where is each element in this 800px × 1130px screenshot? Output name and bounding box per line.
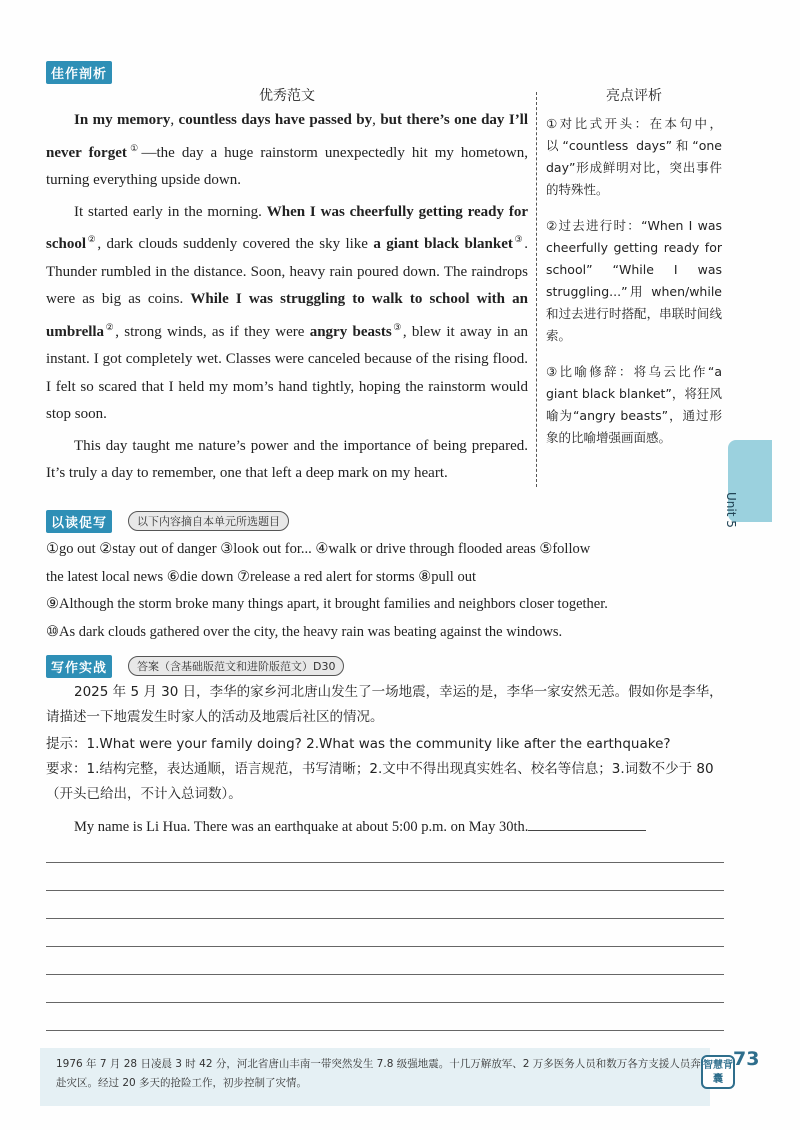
- read-to-write-note: 以下内容摘自本单元所选题目: [128, 511, 289, 531]
- phrase-line-2: the latest local news ⑥die down ⑦release a red alert for storms ⑧pull out: [46, 568, 476, 585]
- section-tag-read-to-write: 以读促写: [46, 510, 112, 533]
- comment-1: ①对比式开头：在本句中，以“countless days”和“one day”形成鲜明对比，突出事件的特殊性。: [546, 116, 722, 197]
- phrase-list: [46, 536, 726, 646]
- essay-paragraph-3: This day taught me nature’s power and the importance of being prepared. It’s truly a day to remember, one that left a deep mark on my heart.: [46, 437, 528, 481]
- wisdom-badge: 智慧背囊: [701, 1055, 735, 1089]
- answer-line-1[interactable]: [46, 862, 724, 863]
- footer-text: 1976 年 7 月 28 日凌晨 3 时 42 分，河北省唐山丰南一带突然发生 7.8 级强地震。十几万解放军、2 万多医务人员和数万各方支援人员奔赴灾区。经过 20 多天的抢险工作，初步控制了灾情。: [56, 1058, 701, 1089]
- comment-3: ③比喻修辞：将乌云比作“a giant black blanket”，将狂风喻为“angry beasts”，通过形象的比喻增强画面感。: [546, 364, 722, 445]
- writing-hint: 提示：1.What were your family doing? 2.What was the community like after the earthquake?: [46, 736, 671, 752]
- writing-task: [46, 680, 736, 840]
- answer-line-2[interactable]: [46, 890, 724, 891]
- answer-line-4[interactable]: [46, 946, 724, 947]
- practice-answer-note: 答案（含基础版范文和进阶版范文）D30: [128, 656, 344, 676]
- phrase-line-4: ⑩As dark clouds gathered over the city, the heavy rain was beating against the windows.: [46, 623, 563, 640]
- essay-body: [46, 107, 528, 488]
- phrase-line-3: ⑨Although the storm broke many things apart, it brought families and neighbors closer together.: [46, 596, 608, 612]
- writing-prompt: 2025 年 5 月 30 日，李华的家乡河北唐山发生了一场地震，幸运的是，李华一家安然无恙。假如你是李华，请描述一下地震发生时家人的活动及地震后社区的情况。: [46, 684, 723, 725]
- essay-paragraph-2: It started early in the morning. When I was cheerfully getting ready for school②, dark clouds suddenly covered the sky like a giant black blanket③. Thunder rumbled in the distance. Soon, heavy rain poured down. The raindrops were as big as coins. While I was struggling to walk to school with an umbrella②, strong winds, as if they were angry beasts③, blew it away in an instant. I got completely wet. Classes were canceled because of the rising flood. I felt so scared that I held my mom’s hand tightly, hoping the rainstorm would stop soon.: [46, 203, 529, 422]
- model-essay: [46, 85, 528, 488]
- section-tag-analysis: 佳作剖析: [46, 61, 112, 84]
- section-tag-practice: 写作实战: [46, 655, 112, 678]
- answer-line-7[interactable]: [46, 1030, 724, 1031]
- answer-line-5[interactable]: [46, 974, 724, 975]
- column-divider: [536, 92, 537, 487]
- highlight-comments: [546, 85, 722, 463]
- answer-line-3[interactable]: [46, 918, 724, 919]
- answer-blank[interactable]: [528, 816, 646, 831]
- page-number: 73: [733, 1048, 760, 1070]
- writing-opening-line: My name is Li Hua. There was an earthquake at about 5:00 p.m. on May 30th.: [46, 815, 736, 840]
- comment-2: ②过去进行时：“When I was cheerfully getting ready for school” “While I was struggling...”用 when/while 和过去进行时搭配，串联时间线索。: [546, 218, 722, 343]
- footer-info-box: [40, 1048, 710, 1106]
- comments-heading: 亮点评析: [606, 88, 662, 104]
- unit-side-tab: Unit 5: [728, 440, 772, 522]
- essay-heading: 优秀范文: [259, 88, 315, 104]
- writing-requirements: 要求：1.结构完整，表达通顺，语言规范，书写清晰；2.文中不得出现真实姓名、校名等信息；3.词数不少于 80（开头已给出，不计入总词数）。: [46, 761, 714, 802]
- essay-paragraph-1: In my memory, countless days have passed by, but there’s one day I’ll never forget①—the day a huge rainstorm unexpectedly hit my hometown, turning everything upside down.: [46, 112, 529, 188]
- answer-line-6[interactable]: [46, 1002, 724, 1003]
- phrase-line-1: ①go out ②stay out of danger ③look out for... ④walk or drive through flooded areas ⑤follow: [46, 541, 591, 557]
